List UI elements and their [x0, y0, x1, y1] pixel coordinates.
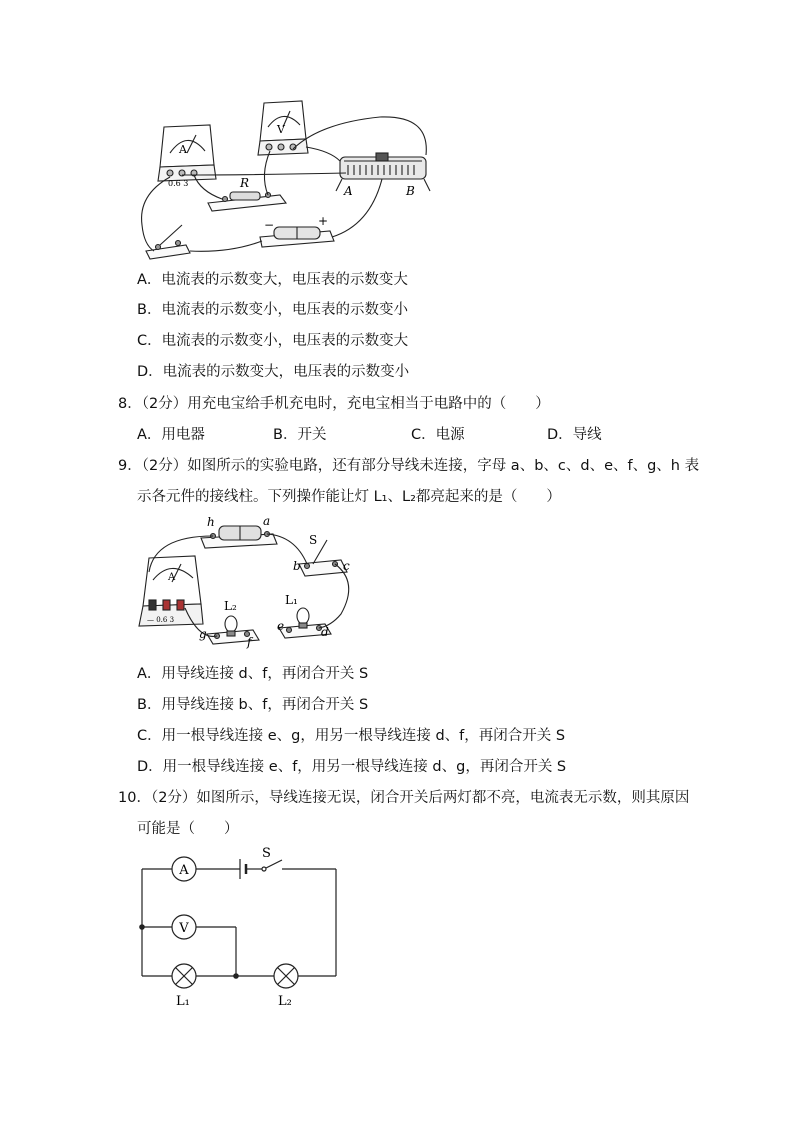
q7-option-c: C．电流表的示数变小，电压表的示数变大: [137, 333, 409, 349]
q10-voltmeter-letter: V: [179, 921, 189, 936]
q9-ammeter-symbol: A: [168, 572, 176, 583]
q9-terminal-g: g: [199, 627, 207, 641]
q9-option-d: D．用一根导线连接 e、f，用另一根导线连接 d、g，再闭合开关 S: [137, 759, 567, 775]
q9-terminal-d: d: [321, 625, 329, 639]
q7-rheostat-a: A: [344, 184, 353, 198]
q9-terminal-c: c: [343, 559, 350, 573]
q9-option-c: C．用一根导线连接 e、g，用另一根导线连接 d、f，再闭合开关 S: [137, 728, 566, 744]
q10-stem-line1: 10．（2分）如图所示，导线连接无误，闭合开关后两灯都不亮，电流表无示数，则其原因: [118, 790, 690, 806]
q9-lamp2-label: L₂: [224, 599, 237, 613]
q9-terminal-e: e: [277, 619, 285, 633]
q9-terminal-b: b: [293, 559, 301, 573]
q9-stem-line1: 9．（2分）如图所示的实验电路，还有部分导线未连接，字母 a、b、c、d、e、f、g、h 表: [118, 458, 700, 474]
q10-lamp1-label: L₁: [176, 994, 190, 1009]
q7-ammeter-scale: 0.6 3: [168, 179, 189, 188]
q9-lamp1-label: L₁: [285, 593, 298, 607]
q10-circuit-diagram: [130, 845, 350, 1015]
q10-lamp2-label: L₂: [278, 994, 292, 1009]
switch-icon: [299, 540, 347, 576]
q8-options: [137, 425, 602, 445]
q10-stem-line2: 可能是（ ）: [137, 821, 239, 837]
battery-symbol: [240, 859, 246, 879]
q9-stem-line2: 示各元件的接线柱。下列操作能让灯 L₁、L₂都亮起来的是（ ）: [137, 489, 561, 505]
q7-battery-pos: +: [318, 214, 329, 228]
q7-option-d: D．电流表的示数变大，电压表的示数变小: [137, 364, 410, 380]
q7-ammeter-symbol: A: [179, 143, 187, 156]
q8-option-a: A．用电器: [137, 427, 205, 443]
q9-option-a: A．用导线连接 d、f，再闭合开关 S: [137, 666, 369, 682]
q10-switch-label: S: [262, 846, 271, 861]
resistor-icon: [208, 192, 286, 211]
q7-voltmeter-symbol: V: [277, 123, 285, 136]
switch-symbol: [262, 860, 282, 871]
ammeter-symbol: [172, 857, 196, 881]
voltmeter-symbol: [172, 915, 196, 939]
ammeter-icon: [158, 125, 216, 181]
q7-resistor-label: R: [240, 176, 250, 190]
q7-battery-neg: −: [264, 218, 275, 232]
battery-icon: [201, 526, 277, 548]
q7-option-b: B．电流表的示数变小，电压表的示数变小: [137, 302, 408, 318]
q9-option-b: B．用导线连接 b、f，再闭合开关 S: [137, 697, 369, 713]
q8-option-d: D．导线: [547, 427, 602, 443]
q9-ammeter-scale: — 0.6 3: [147, 616, 175, 624]
q7-rheostat-b: B: [406, 184, 415, 198]
q7-circuit-figure: [130, 95, 440, 265]
q8-option-b: B．开关: [273, 427, 327, 443]
q9-terminal-h: h: [207, 515, 215, 529]
switch-icon: [146, 225, 190, 259]
lamp-l1-symbol: [172, 964, 196, 988]
lamp-l2-symbol: [274, 964, 298, 988]
q9-switch-label: S: [309, 533, 318, 547]
q9-circuit-figure: [135, 512, 360, 652]
q10-ammeter-letter: A: [179, 863, 189, 878]
q7-option-a: A．电流表的示数变大，电压表的示数变大: [137, 272, 408, 288]
q9-terminal-a: a: [263, 514, 271, 528]
q8-option-c: C．电源: [411, 427, 465, 443]
q9-terminal-f: f: [247, 635, 252, 649]
q8-stem: 8．（2分）用充电宝给手机充电时，充电宝相当于电路中的（ ）: [118, 396, 550, 412]
